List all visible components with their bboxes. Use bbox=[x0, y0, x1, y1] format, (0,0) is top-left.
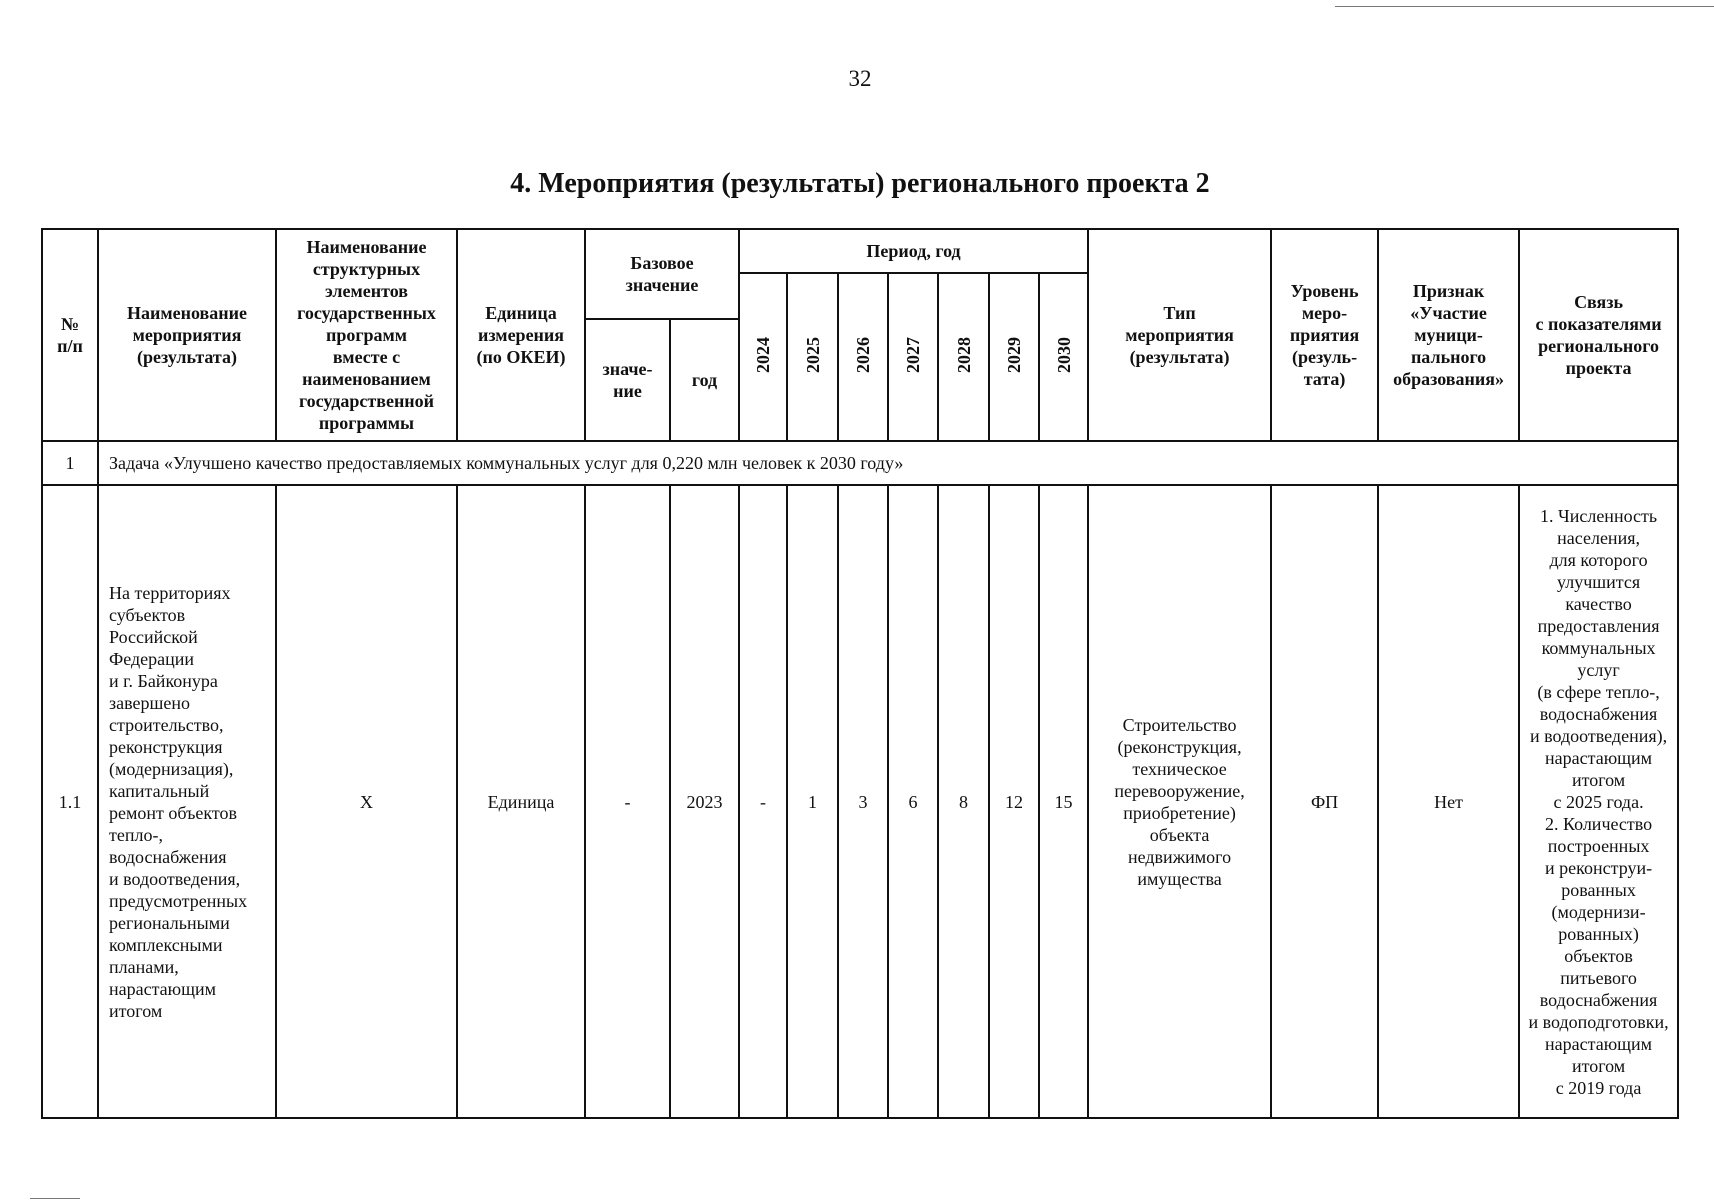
header-type: Тип мероприятия (результата) bbox=[1088, 229, 1271, 441]
header-name: Наименование мероприятия (результата) bbox=[98, 229, 276, 441]
header-level: Уровень меро- приятия (резуль- тата) bbox=[1271, 229, 1378, 441]
header-base: Базовое значение bbox=[585, 229, 739, 319]
bottom-rule bbox=[30, 1198, 80, 1199]
row-value-2024: - bbox=[739, 485, 787, 1118]
row-type: Строительство (реконструкция, техническое перевооружение, приобретение) объекта недвижимого имущества bbox=[1088, 485, 1271, 1118]
header-year-2024: 2024 bbox=[739, 273, 787, 441]
task-text: Задача «Улучшено качество предоставляемых коммунальных услуг для 0,220 млн человек к 2030 году» bbox=[98, 441, 1678, 485]
header-unit: Единица измерения (по ОКЕИ) bbox=[457, 229, 585, 441]
task-row bbox=[42, 441, 1678, 485]
header-struct: Наименование структурных элементов государственных программ вместе с наименованием государственной программы bbox=[276, 229, 457, 441]
top-rule bbox=[1335, 6, 1714, 7]
events-table bbox=[41, 228, 1679, 1119]
row-value-2029: 12 bbox=[989, 485, 1039, 1118]
header-base-year: год bbox=[670, 319, 739, 441]
row-base-year: 2023 bbox=[670, 485, 739, 1118]
page-title: 4. Мероприятия (результаты) регионального проекта 2 bbox=[510, 168, 1210, 199]
header-row-1 bbox=[42, 229, 1678, 273]
page-number: 32 bbox=[848, 66, 872, 91]
row-value-2026: 3 bbox=[838, 485, 888, 1118]
header-year-2027: 2027 bbox=[888, 273, 938, 441]
header-municipal: Признак «Участие муници- пального образования» bbox=[1378, 229, 1519, 441]
header-num: № п/п bbox=[42, 229, 98, 441]
row-base-value: - bbox=[585, 485, 670, 1118]
row-municipal: Нет bbox=[1378, 485, 1519, 1118]
row-value-2030: 15 bbox=[1039, 485, 1088, 1118]
header-period: Период, год bbox=[739, 229, 1088, 273]
table-row bbox=[42, 485, 1678, 1118]
row-num: 1.1 bbox=[42, 485, 98, 1118]
row-level: ФП bbox=[1271, 485, 1378, 1118]
header-base-value: значе- ние bbox=[585, 319, 670, 441]
row-value-2025: 1 bbox=[787, 485, 838, 1118]
header-year-2029: 2029 bbox=[989, 273, 1039, 441]
header-year-2030: 2030 bbox=[1039, 273, 1088, 441]
row-value-2027: 6 bbox=[888, 485, 938, 1118]
row-name: На территориях субъектов Российской Федерации и г. Байконура завершено строительство, реконструкция (модернизация), капитальный ремонт объектов тепло-, водоснабжения и водоотведения, предусмотренных региональными комплексными планами, нарастающим итогом bbox=[98, 485, 276, 1118]
header-year-2028: 2028 bbox=[938, 273, 989, 441]
task-num: 1 bbox=[42, 441, 98, 485]
row-struct: X bbox=[276, 485, 457, 1118]
header-year-2026: 2026 bbox=[838, 273, 888, 441]
row-unit: Единица bbox=[457, 485, 585, 1118]
row-link: 1. Численность населения, для которого улучшится качество предоставления коммунальных услуг (в сфере тепло-, водоснабжения и водоотведения), нарастающим итогом с 2025 года. 2. Количество построенных и реконструи- рованных (модернизи- рованных) объектов питьевого водоснабжения и водоподготовки, нарастающим итогом с 2019 года bbox=[1519, 485, 1678, 1118]
row-value-2028: 8 bbox=[938, 485, 989, 1118]
header-link: Связь с показателями регионального проекта bbox=[1519, 229, 1678, 441]
header-year-2025: 2025 bbox=[787, 273, 838, 441]
